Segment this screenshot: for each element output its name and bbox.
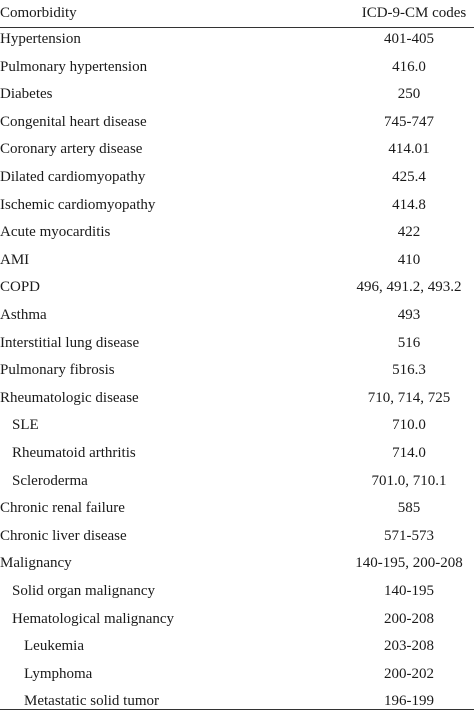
- table-row: [0, 247, 474, 275]
- comorbidity-name: AMI: [0, 251, 30, 268]
- table-row: [0, 578, 474, 606]
- icd-code: 422: [397, 224, 421, 241]
- table-row: [0, 274, 474, 302]
- icd-code: 425.4: [392, 169, 426, 185]
- icd-code: 493: [397, 307, 421, 323]
- table-row: [0, 136, 474, 164]
- comorbidity-name: COPD: [0, 279, 41, 296]
- icd-code: 140-195: [384, 583, 434, 599]
- table-row: [0, 219, 474, 247]
- table-header: [0, 0, 474, 28]
- table-row: [0, 164, 474, 192]
- icd-code: 250: [397, 86, 421, 103]
- comorbidity-name: Congenital heart disease: [0, 113, 147, 130]
- comorbidity-name: Pulmonary hypertension: [0, 58, 148, 75]
- icd-code: 710, 714, 725: [367, 389, 451, 406]
- icd-code: 516: [397, 334, 421, 351]
- icd-code: 200-208: [384, 610, 434, 627]
- icd-code: 710.0: [392, 417, 426, 434]
- icd-code: 200-202: [384, 665, 434, 682]
- comorbidity-name: Rheumatologic disease: [0, 389, 139, 406]
- icd-code: 701.0, 710.1: [371, 472, 447, 489]
- comorbidity-name: Scleroderma: [12, 472, 88, 489]
- table-row: [0, 302, 474, 330]
- table-row: [0, 26, 474, 54]
- comorbidity-name: Interstitial lung disease: [0, 334, 140, 351]
- icd-code: 140-195, 200-208: [355, 555, 463, 572]
- comorbidity-name: Lymphoma: [24, 665, 93, 682]
- comorbidity-name: Chronic liver disease: [0, 527, 127, 544]
- icd-code: 714.0: [392, 445, 426, 461]
- header-icd-codes: ICD-9-CM codes: [361, 5, 467, 21]
- comorbidity-name: Rheumatoid arthritis: [12, 445, 136, 461]
- comorbidity-name: Hematological malignancy: [12, 610, 175, 627]
- comorbidity-name: Leukemia: [24, 638, 84, 655]
- table-row: [0, 412, 474, 440]
- icd-code: 516.3: [392, 362, 426, 379]
- icd-code: 414.01: [388, 141, 430, 158]
- icd-code: 196-199: [384, 693, 434, 710]
- comorbidity-name: Ischemic cardiomyopathy: [0, 196, 156, 213]
- table-row: [0, 81, 474, 109]
- table-row: [0, 523, 474, 551]
- table-row: [0, 661, 474, 689]
- table-row: [0, 385, 474, 413]
- comorbidity-name: Acute myocarditis: [0, 224, 111, 241]
- table-row: [0, 440, 474, 468]
- table-row: [0, 330, 474, 358]
- table-row: [0, 688, 474, 716]
- icd-code: 401-405: [384, 31, 434, 47]
- icd-code: 745-747: [384, 113, 434, 130]
- table-row: [0, 468, 474, 496]
- comorbidity-name: Pulmonary fibrosis: [0, 362, 115, 379]
- comorbidity-name: Diabetes: [0, 86, 53, 103]
- icd-code: 410: [397, 251, 421, 268]
- comorbidity-name: Hypertension: [0, 31, 81, 47]
- comorbidity-name: Dilated cardiomyopathy: [0, 169, 146, 185]
- comorbidity-name: Solid organ malignancy: [12, 583, 156, 599]
- comorbidity-name: Coronary artery disease: [0, 141, 143, 158]
- icd-code: 571-573: [384, 527, 434, 544]
- table-row: [0, 495, 474, 523]
- icd-code: 496, 491.2, 493.2: [356, 279, 462, 296]
- header-comorbidity: Comorbidity: [0, 5, 77, 21]
- icd-code: 585: [397, 500, 421, 517]
- comorbidity-name: Malignancy: [0, 555, 72, 572]
- table-row: [0, 606, 474, 634]
- icd-code: 414.8: [392, 196, 426, 213]
- table-row: [0, 54, 474, 82]
- table-row: [0, 633, 474, 661]
- table-row: [0, 550, 474, 578]
- comorbidity-name: SLE: [12, 417, 39, 434]
- icd-code: 203-208: [384, 638, 434, 655]
- table-row: [0, 109, 474, 137]
- comorbidity-name: Chronic renal failure: [0, 500, 125, 517]
- table-row: [0, 192, 474, 220]
- table-row: [0, 357, 474, 385]
- icd-code: 416.0: [392, 58, 426, 75]
- comorbidity-name: Metastatic solid tumor: [24, 693, 159, 710]
- comorbidity-name: Asthma: [0, 307, 47, 323]
